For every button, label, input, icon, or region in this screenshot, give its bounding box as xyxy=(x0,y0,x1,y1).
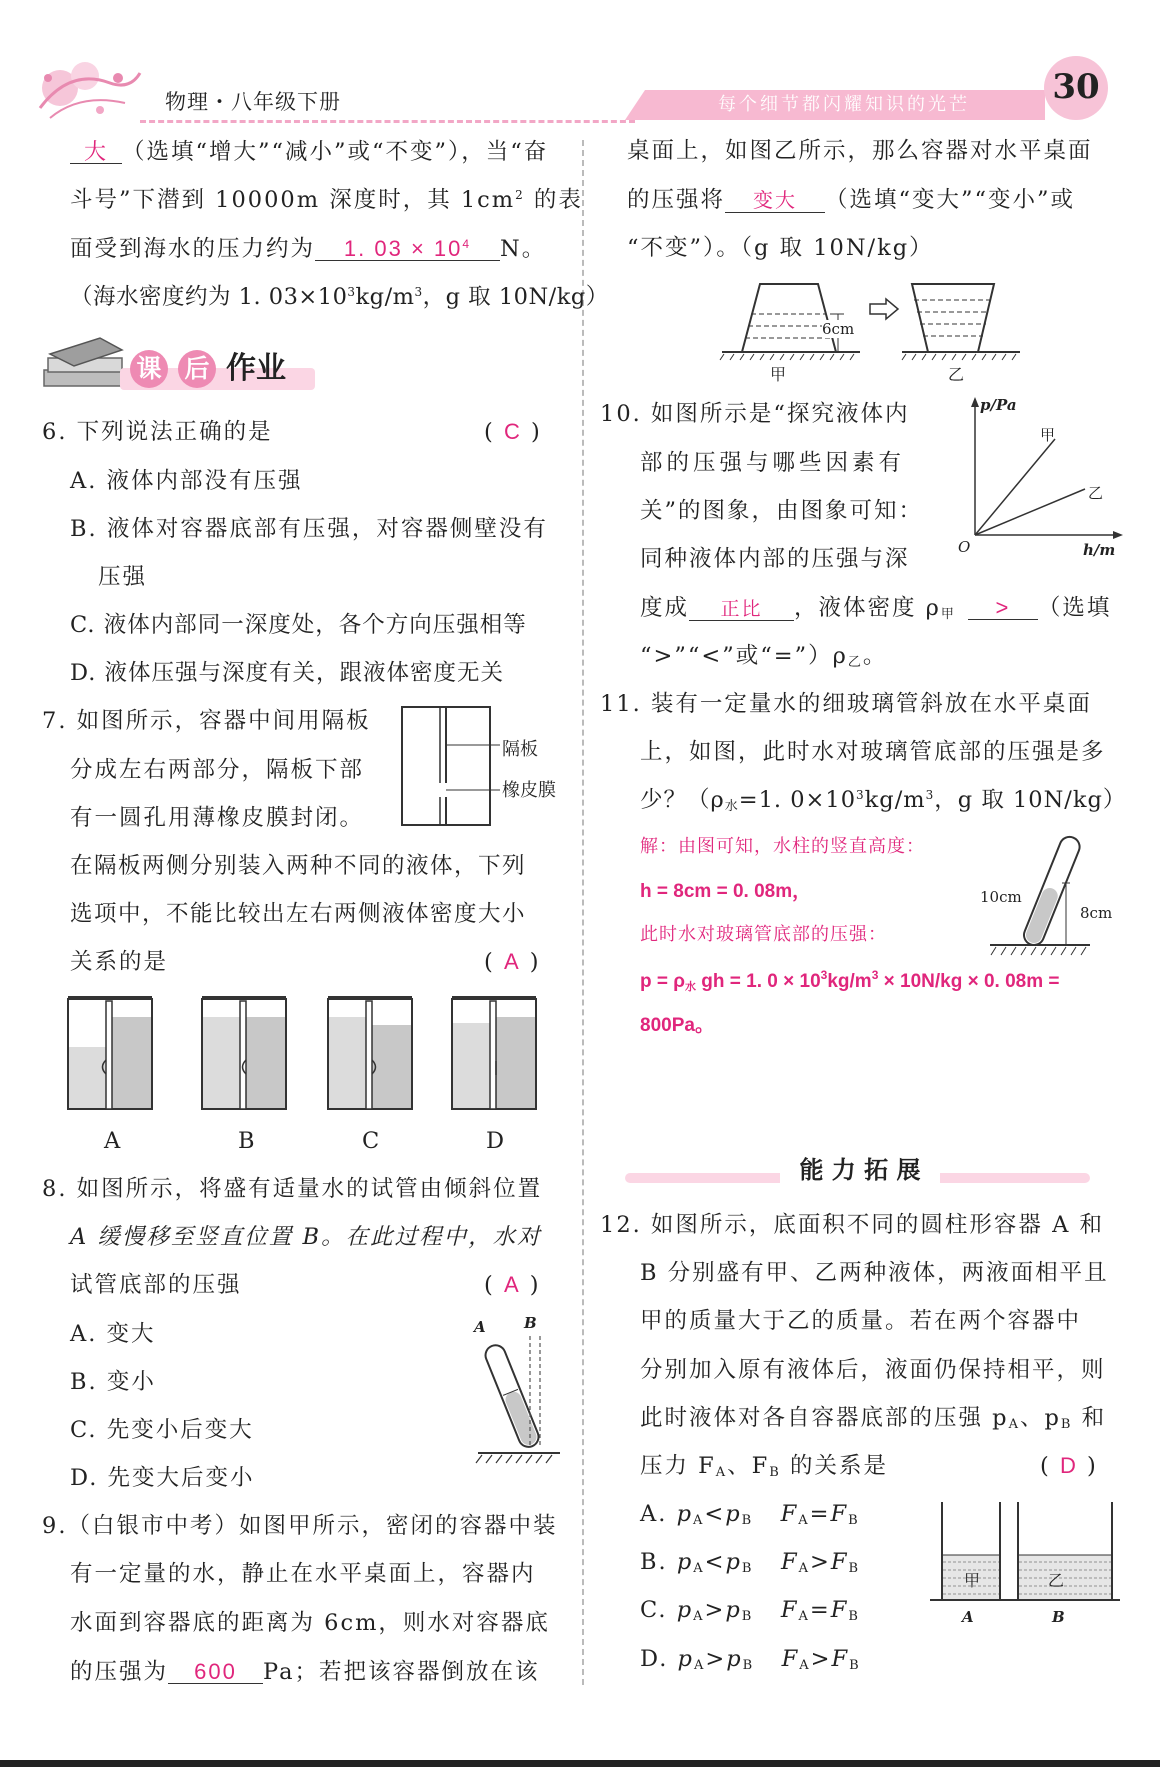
q12-line-2: B 分别盛有甲、乙两种液体，两液面相平且 xyxy=(640,1260,1109,1286)
cont-line-3: 面受到海水的压力约为 1. $03 \times 10^4$ N。 xyxy=(70,236,547,262)
q6-option-b: B. 液体对容器底部有压强，对容器侧壁没有 xyxy=(70,516,548,542)
q11-line-3: 少？（$\rho_水=1$. $0\times 10^3kg/m^3$，g 取 10N/kg） xyxy=(640,787,1127,814)
q7-label-partition: 隔板 xyxy=(502,739,538,760)
q7-beaker-b xyxy=(202,997,286,1109)
q7-label-membrane: 橡皮膜 xyxy=(502,780,556,801)
q8-line-2: A 缓慢移至竖直位置 B。在此过程中，水对 xyxy=(70,1224,542,1250)
q9-line-4: 的压强为 600 Pa；若把该容器倒放在该 xyxy=(70,1659,540,1685)
section-title-char-2: 后 xyxy=(184,354,210,383)
q10-answer-2: > xyxy=(968,596,1038,620)
q10-line-2: 部的压强与哪些因素有 xyxy=(640,450,906,476)
q9-cont-line-2: 的压强将 变大 （选填“变大”“变小”或 xyxy=(627,187,1076,213)
q9-line-2: 有一定量的水，静止在水平桌面上，容器内 xyxy=(70,1561,536,1587)
page-bottom-edge xyxy=(0,1760,1160,1767)
q8-option-c: C. 先变小后变大 xyxy=(70,1417,254,1443)
cont-line-4: （海水密度约为 1. $03\times 10^3kg/m^3$，g 取 10N/kg） xyxy=(70,284,609,310)
q9-cont-line-3: “不变”）。（g 取 10N/kg） xyxy=(627,235,934,261)
q9-line-3: 水面到容器底的距离为 6cm，则水对容器底 xyxy=(70,1610,550,1636)
q12-fig-jia: 甲 xyxy=(964,1571,981,1590)
q9-answer-2: 变大 xyxy=(725,191,825,213)
q8-answer-bracket: ( A ) xyxy=(484,1272,541,1298)
q11-solution-4: $p = \rho_水$ gh = 1. $0 \times 10^3kg/m^3 \times 10N/kg \times 0$. 08m = xyxy=(640,968,1060,993)
q6-answer-bracket: ( C ) xyxy=(484,419,542,445)
q10-line-jia xyxy=(975,439,1055,535)
q7-line-6: 关系的是 xyxy=(70,949,169,975)
section2-title: 能 力 拓 展 xyxy=(799,1156,921,1184)
q11-solution-1: 解：由图可知，水柱的竖直高度： xyxy=(640,836,925,857)
q9-fig-height: 6cm xyxy=(822,320,855,338)
q12-answer-bracket: ( D ) xyxy=(1040,1453,1098,1479)
q7-line-4: 在隔板两侧分别装入两种不同的液体，下列 xyxy=(70,853,527,879)
q10-graph-line2-label: 乙 xyxy=(1088,484,1104,502)
section-title-text: 作业 xyxy=(226,351,286,386)
q7-option-label-d: D xyxy=(486,1128,507,1154)
q7-option-label-c: C xyxy=(362,1128,382,1154)
q12-option-b: B. $p_A<p_B$ $F_A>F_B$ xyxy=(640,1549,860,1576)
q6-option-a: A. 液体内部没有压强 xyxy=(70,468,303,494)
q12-fig-label-b: B xyxy=(1052,1608,1065,1626)
q9-cont-line-1: 桌面上，如图乙所示，那么容器对水平桌面 xyxy=(627,138,1093,164)
q12-option-a: A. $p_A<p_B$ $F_A=F_B$ xyxy=(640,1501,860,1528)
q12-line-5: 此时液体对各自容器底部的压强 $p_A$、$p_B$ 和 xyxy=(640,1405,1107,1432)
q8-option-d: D. 先变大后变小 xyxy=(70,1465,255,1491)
q9-line-1: 9.（白银市中考）如图甲所示，密闭的容器中装 xyxy=(42,1513,558,1539)
q7-line-3: 有一圆孔用薄橡皮膜封闭。 xyxy=(70,805,365,831)
q8-fig-label-b: B xyxy=(524,1314,537,1332)
header-slogan: 每个细节都闪耀知识的光芒 xyxy=(718,94,970,115)
q7-line-2: 分成左右两部分，隔板下部 xyxy=(70,757,365,783)
q10-graph-line1-label: 甲 xyxy=(1040,426,1056,444)
header-ornament xyxy=(30,48,160,128)
q6-answer: C xyxy=(503,419,522,444)
q8-answer: A xyxy=(503,1272,521,1297)
q12-cylinders-figure xyxy=(930,1500,1120,1605)
column-divider xyxy=(582,140,584,1685)
q6-option-c: C. 液体内部同一深度处，各个方向压强相等 xyxy=(70,612,527,638)
q8-option-b: B. 变小 xyxy=(70,1369,156,1395)
q6-option-b-cont: 压强 xyxy=(98,564,148,590)
book-stack-icon xyxy=(40,332,130,394)
q10-answer-1: 正比 xyxy=(689,600,794,621)
page-number: 30 xyxy=(1052,67,1100,107)
q10-line-6: “>”“<”或“$=”)\rho_乙$。 xyxy=(640,643,888,670)
q10-graph-ylabel: p/Pa xyxy=(980,396,1017,414)
q12-option-c: C. $p_A>p_B$ $F_A=F_B$ xyxy=(640,1597,860,1624)
q7-container-figure xyxy=(400,705,570,830)
q8-line-1: 8. 如图所示，将盛有适量水的试管由倾斜位置 xyxy=(42,1176,543,1202)
q10-line-yi xyxy=(975,489,1085,535)
cont-answer-1: 大 xyxy=(70,140,122,164)
q7-line-5: 选项中，不能比较出左右两侧液体密度大小 xyxy=(70,901,527,927)
q10-graph-xlabel: h/m xyxy=(1083,541,1116,559)
q7-beaker-d xyxy=(452,997,536,1109)
q10-graph xyxy=(955,395,1125,545)
q10-line-5: 度成 正比 ，液体密度 $\rho_甲$ > （选填 xyxy=(640,595,1112,622)
q7-options-figure xyxy=(66,995,566,1120)
q8-line-3: 试管底部的压强 xyxy=(70,1272,242,1298)
q10-line-3: 关”的图象，由图象可知： xyxy=(640,498,924,524)
q12-fig-yi: 乙 xyxy=(1048,1571,1065,1590)
q12-line-4: 分别加入原有液体后，液面仍保持相平，则 xyxy=(640,1357,1106,1383)
q6-option-d: D. 液体压强与深度有关，跟液体密度无关 xyxy=(70,660,505,686)
q7-option-label-b: B xyxy=(238,1128,257,1154)
q11-fig-height: 8cm xyxy=(1080,904,1113,922)
section-title-char-1: 课 xyxy=(136,354,162,383)
q11-fig-length: 10cm xyxy=(980,888,1022,906)
q9-answer-1: 600 xyxy=(168,1660,263,1684)
q7-answer-bracket: ( A ) xyxy=(484,949,541,975)
q6-stem: 6. 下列说法正确的是 xyxy=(42,419,273,445)
q11-solution-3: 此时水对玻璃管底部的压强： xyxy=(640,924,887,945)
q9-fig-jia: 甲 xyxy=(770,365,787,384)
cont-line-2: 斗号”下潜到 10000m 深度时，其 $1cm^2$ 的表 xyxy=(70,187,583,213)
q9-fig-yi: 乙 xyxy=(948,365,965,384)
cont-answer-2: 1. $03 \times 10^4$ xyxy=(315,237,500,261)
q10-graph-origin: O xyxy=(958,538,971,556)
q12-line-6: 压力 $F_A$、$F_B$ 的关系是 xyxy=(640,1453,889,1480)
q8-fig-label-a: A xyxy=(474,1318,486,1336)
q7-answer: A xyxy=(503,949,521,974)
q12-line-3: 甲的质量大于乙的质量。若在两个容器中 xyxy=(640,1308,1082,1334)
q11-line-1: 11. 装有一定量水的细玻璃管斜放在水平桌面 xyxy=(600,691,1092,717)
q10-line-1: 10. 如图所示是“探究液体内 xyxy=(600,401,910,427)
q12-option-d: D. $p_A>p_B$ $F_A>F_B$ xyxy=(640,1646,861,1673)
q7-option-label-a: A xyxy=(104,1128,123,1154)
q7-beaker-a xyxy=(68,997,152,1109)
q8-option-a: A. 变大 xyxy=(70,1321,156,1347)
q12-answer: D xyxy=(1059,1453,1078,1478)
q11-line-2: 上，如图，此时水对玻璃管底部的压强是多 xyxy=(640,739,1106,765)
q7-line-1: 7. 如图所示，容器中间用隔板 xyxy=(42,708,371,734)
book-title: 物理・八年级下册 xyxy=(165,90,341,114)
q12-line-1: 12. 如图所示，底面积不同的圆柱形容器 A 和 xyxy=(600,1212,1104,1238)
q11-solution-5: 800Pa。 xyxy=(640,1015,714,1036)
cont-line-1: 大 （选填“增大”“减小”或“不变”），当“奋 xyxy=(70,140,548,164)
q9-containers-figure xyxy=(720,280,1020,360)
header-dashed-line xyxy=(140,120,635,123)
q10-line-4: 同种液体内部的压强与深 xyxy=(640,546,910,572)
q8-test-tube-figure xyxy=(468,1318,568,1468)
q12-fig-label-a: A xyxy=(962,1608,974,1626)
q7-beaker-c xyxy=(328,997,412,1109)
q11-solution-2: h = 8cm = 0. 08m， xyxy=(640,881,812,902)
